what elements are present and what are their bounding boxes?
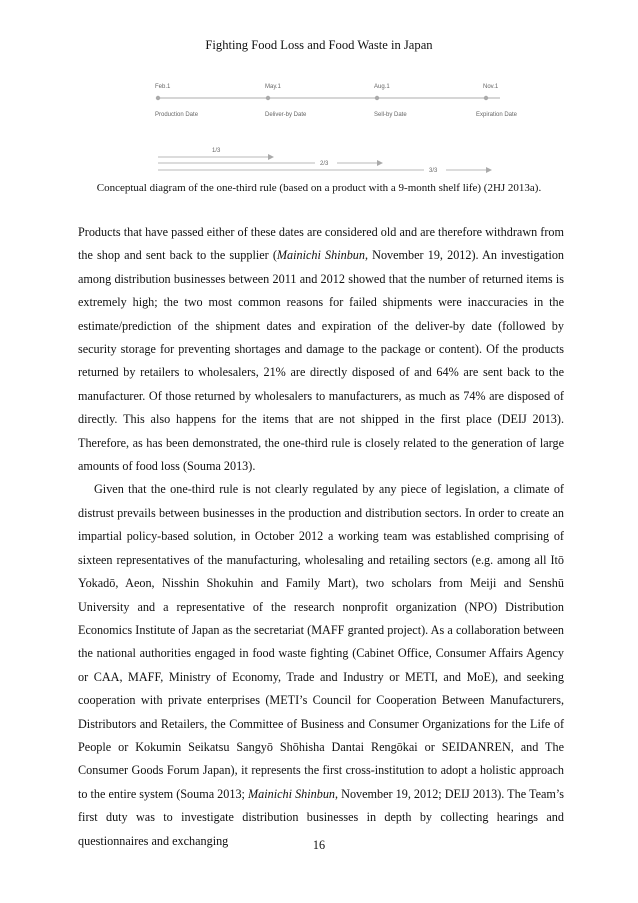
arrowhead-2-3-icon [377, 160, 383, 166]
paragraph-1-text-b: , November 19, 2012). An investigation among distribution businesses between 2011 and 2012 showed that the number of returned items is extremely high; the two most common reasons for failed shipments were inaccuracies in the estimate/prediction of the shipment dates and expiration of the deliver-by date (followed by security storage for preventing shortages and damage to the package or content). Of the products returned by retailers to wholesalers, 21% are directly disposed of and 64% are sent back to the manufacturer. Of those returned by wholesalers to manufacturers, as much as 74% are disposed of directly. This also happens for the items that are not shipped in the first place (DEIJ 2013). Therefore, as has been demonstrated, the one-third rule is closely related to the generation of large amounts of food loss (Souma 2013). [78, 248, 565, 474]
milestone-sell-by-date: Sell-by Date [374, 112, 407, 118]
arrowhead-3-3-icon [486, 167, 492, 173]
segment-label-1-3: 1/3 [212, 148, 221, 154]
month-label-aug: Aug.1 [374, 84, 390, 90]
paragraph-2 [78, 478, 564, 853]
timeline-dot-sell-by [375, 96, 379, 100]
milestone-deliver-by-date: Deliver-by Date [265, 112, 307, 118]
paragraph-2-text-b: , November 19, 2012; DEIJ 2013). The Team’s first duty was to investigate distribution businesses in depth by collecting hearings and questionnaires and exchanging [78, 786, 564, 848]
citation-mainichi-shinbun: Mainichi Shinbun [276, 248, 365, 263]
month-label-may: May.1 [265, 84, 281, 90]
timeline-dot-production [156, 96, 160, 100]
segment-label-3-3: 3/3 [429, 168, 438, 174]
figure-caption: Conceptual diagram of the one-third rule (based on a product with a 9-month shelf life) (2HJ 2013a). [96, 182, 542, 194]
body-text [78, 221, 564, 853]
citation-mainichi-shinbun: Mainichi Shinbun [248, 786, 336, 801]
one-third-rule-diagram [140, 78, 520, 178]
running-header: Fighting Food Loss and Food Waste in Japan [205, 38, 433, 52]
milestone-expiration-date: Expiration Date [476, 112, 518, 118]
timeline-dot-deliver-by [266, 96, 270, 100]
timeline-dot-expiration [484, 96, 488, 100]
month-label-feb: Feb.1 [155, 84, 171, 90]
milestone-production-date: Production Date [155, 112, 199, 118]
segment-label-2-3: 2/3 [320, 161, 329, 167]
page-number: 16 [312, 838, 326, 852]
paragraph-1 [78, 221, 564, 478]
month-label-nov: Nov.1 [483, 84, 499, 90]
paragraph-2-text-a: Given that the one-third rule is not clearly regulated by any piece of legislation, a climate of distrust prevails between businesses in the production and distribution sectors. In order to create an impartial policy-based solution, in October 2012 a working team was established comprising of sixteen representatives of the manufacturing, wholesaling and retailing sectors (e.g. among all Itō Yokadō, Aeon, Nisshin Shokuhin and Family Mart), two scholars from Meiji and Senshū University and a representative of the research nonprofit organization (NPO) Distribution Economics Institute of Japan as the secretariat (MAFF granted project). As a collaboration between the national authorities engaged in food waste fighting (Cabinet Office, Consumer Affairs Agency or CAA, MAFF, Ministry of Economy, Trade and Industry or METI, and MoE), and seeking cooperation with private enterprises (METI’s Council for Cooperation Between Manufacturers, Distributors and Retailers, the Committee of Business and Consumer Organizations for the Life of People or Kokumin Seikatsu Sangyō Shōhisha Dantai Rengōkai or SEIDANREN, and The Consumer Goods Forum Japan), it represents the first cross-institution to adopt a holistic approach to the entire system (Souma 2013; [78, 482, 564, 801]
arrowhead-1-3-icon [268, 154, 274, 160]
paragraph-1-text-a: Products that have passed either of these dates are considered old and are therefore withdrawn from the shop and sent back to the supplier ( [78, 225, 564, 263]
